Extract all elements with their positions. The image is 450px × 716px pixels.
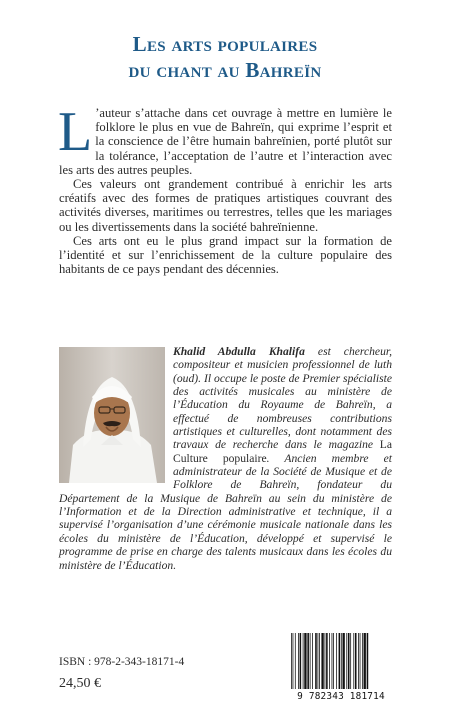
- book-title: [0, 31, 450, 83]
- title-line-2: du chant au Bahreïn: [128, 58, 322, 82]
- drop-cap: L: [58, 101, 93, 163]
- author-name: Khalid Abdulla Khalifa: [173, 345, 305, 358]
- description: [58, 101, 392, 277]
- description-paragraph-1: L ’auteur s’attache dans cet ouvrage à mettre en lumière le folklore le plus en vue de Bahreïn, qui exprime l’esprit et la conscience de l’être humain bahreïnien, porté plutôt sur la tolérance, l’acceptation de l’autre et l’interaction avec les arts des autres peuples.: [58, 101, 392, 177]
- author-bio: Khalid Abdulla Khalifa est chercheur, compositeur et musicien professionnel de luth (oud). Il occupe le poste de Premier spécialiste des activités musicales au ministère de l’Éducation du Royaume de Bahreïn, a effectué de nombreuses contributions artistiques et culturelles, dont notamment des travaux de recherche dans le magazine La Culture populaire. Ancien membre et administrateur de la Société de Musique et de Folklore de Bahreïn, fondateur du Département de la Musique de Bahreïn au sein du ministère de l’Information et de la Direction administrative et technique, il a supervisé l’organisation d’une cérémonie musicale nationale dans les écoles du ministère de l’Éducation, développé et supervisé le programme de prise en charge des talents musicaux dans les écoles du ministère de l’Éducation.: [59, 345, 392, 572]
- title-line-1: Les arts populaires: [132, 32, 318, 56]
- description-paragraph-2: Ces valeurs ont grandement contribué à enrichir les arts créatifs avec des formes de pratiques artistiques couvrant des activités diverses, maritimes ou terrestres, telles que les mariages ou les divertissements dans la société bahreïnienne.: [59, 177, 392, 234]
- barcode-number: 9 782343 181714: [289, 691, 393, 702]
- description-paragraph-3: Ces arts ont eu le plus grand impact sur la formation de l’identité et sur l’enrichissement de la culture populaire des habitants de ce pays pendant des décennies.: [59, 233, 392, 277]
- magazine-title: La Culture populaire: [173, 438, 392, 465]
- isbn: ISBN : 978-2-343-18171-4: [59, 656, 185, 668]
- price: 24,50 €: [59, 676, 101, 691]
